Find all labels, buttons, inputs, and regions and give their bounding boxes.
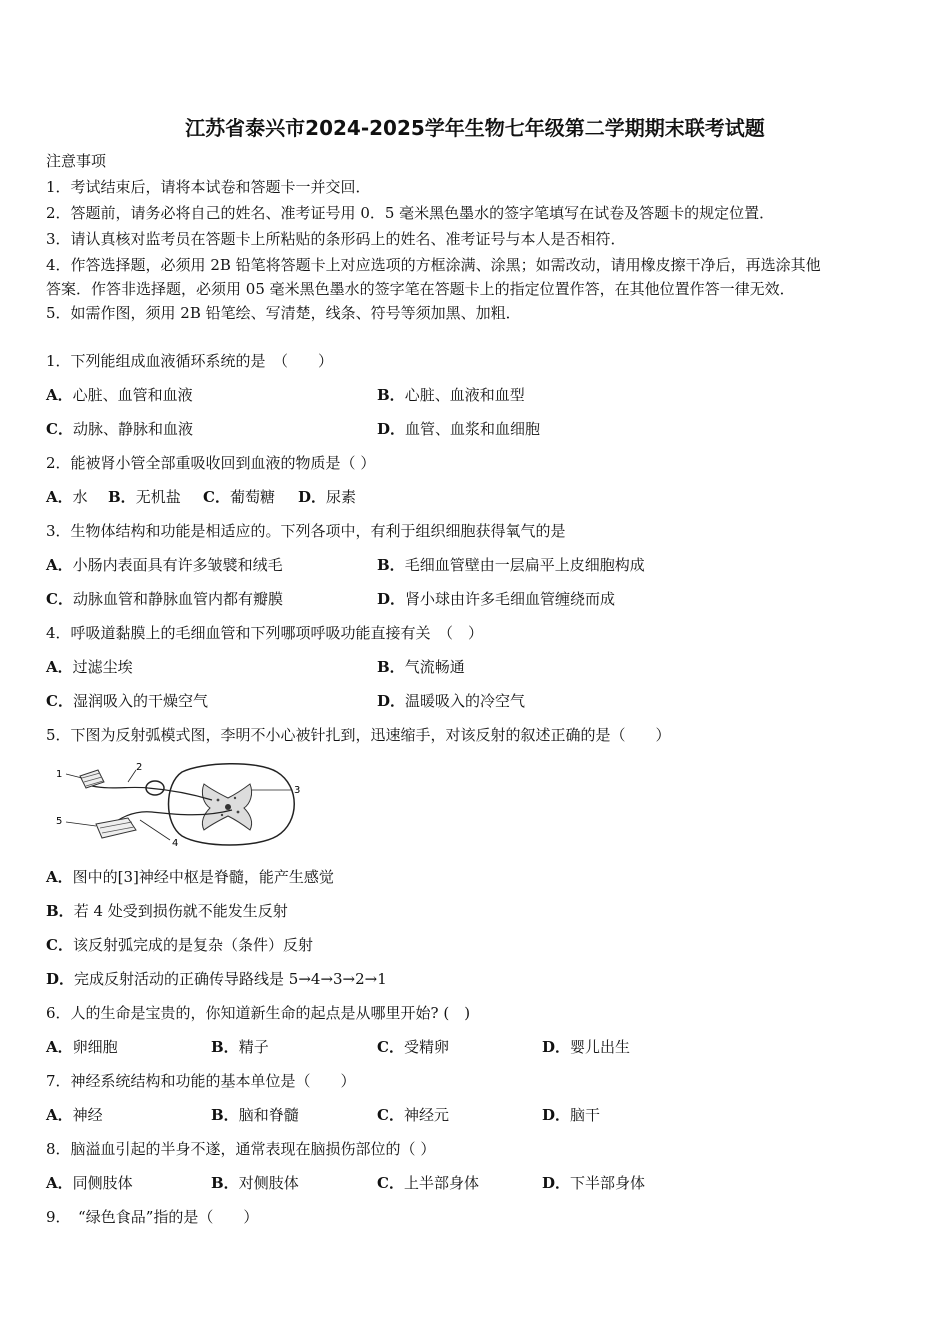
question-1-option-d: D．血管、血浆和血细胞	[377, 420, 541, 438]
question-3-option-a: A．小肠内表面具有许多皱襞和绒毛	[46, 556, 283, 574]
question-4-option-a: A．过滤尘埃	[46, 658, 133, 676]
notice-item: 2．答题前，请务必将自己的姓名、准考证号用 0．5 毫米黑色墨水的签字笔填写在试卷及答题卡的规定位置．	[46, 204, 775, 222]
question-7-option-c: C．神经元	[377, 1106, 449, 1124]
page-title: 江苏省泰兴市2024-2025学年生物七年级第二学期期末联考试题	[185, 116, 765, 140]
question-3-option-b: B．毛细血管壁由一层扁平上皮细胞构成	[377, 556, 645, 574]
question-2-option-c: C．葡萄糖	[203, 488, 275, 506]
notice-item: 1．考试结束后，请将本试卷和答题卡一并交回．	[46, 178, 371, 196]
question-2-option-a: A．水	[46, 488, 88, 506]
question-6-option-d: D．婴儿出生	[542, 1038, 631, 1056]
question-1-option-c: C．动脉、静脉和血液	[46, 420, 193, 438]
question-7-option-d: D．脑干	[542, 1106, 601, 1124]
question-1-option-b: B．心脏、血液和血型	[377, 386, 525, 404]
reflex-arc-figure	[52, 760, 312, 850]
question-5-stem: 5．下图为反射弧模式图，李明不小心被针扎到，迅速缩手，对该反射的叙述正确的是（ ）	[46, 726, 671, 744]
question-4-stem: 4．呼吸道黏膜上的毛细血管和下列哪项呼吸功能直接有关 （ ）	[46, 624, 484, 642]
question-7-option-b: B．脑和脊髓	[211, 1106, 299, 1124]
question-4-option-c: C．湿润吸入的干燥空气	[46, 692, 208, 710]
question-4-option-d: D．温暖吸入的冷空气	[377, 692, 526, 710]
question-7-stem: 7．神经系统结构和功能的基本单位是（ ）	[46, 1072, 356, 1090]
question-6-option-a: A．卵细胞	[46, 1038, 118, 1056]
question-3-option-d: D．肾小球由许多毛细血管缠绕而成	[377, 590, 616, 608]
question-2-option-b: B．无机盐	[108, 488, 181, 506]
question-8-option-c: C．上半部身体	[377, 1174, 479, 1192]
question-2-option-d: D．尿素	[298, 488, 357, 506]
notice-heading: 注意事项	[46, 152, 107, 170]
figure-label-2: 2	[136, 762, 143, 773]
question-7-option-a: A．神经	[46, 1106, 103, 1124]
question-3-stem: 3．生物体结构和功能是相适应的。下列各项中，有利于组织细胞获得氧气的是	[46, 522, 566, 540]
notice-item: 3．请认真核对监考员在答题卡上所粘贴的条形码上的姓名、准考证号与本人是否相符．	[46, 230, 626, 248]
question-4-option-b: B．气流畅通	[377, 658, 465, 676]
question-9-stem: 9． “绿色食品”指的是（ ）	[46, 1208, 259, 1226]
question-8-option-d: D．下半部身体	[542, 1174, 646, 1192]
question-8-stem: 8．脑溢血引起的半身不遂，通常表现在脑损伤部位的（ ）	[46, 1140, 436, 1158]
question-8-option-b: B．对侧肢体	[211, 1174, 299, 1192]
question-5-option-d: D．完成反射活动的正确传导路线是 5→4→3→2→1	[46, 970, 387, 988]
question-8-option-a: A．同侧肢体	[46, 1174, 133, 1192]
question-6-option-b: B．精子	[211, 1038, 269, 1056]
question-1-option-a: A．心脏、血管和血液	[46, 386, 193, 404]
notice-item: 4．作答选择题，必须用 2B 铅笔将答题卡上对应选项的方框涂满、涂黑；如需改动，请用橡皮擦干净后，再选涂其他	[46, 256, 821, 274]
question-2-stem: 2．能被肾小管全部重吸收回到血液的物质是（ ）	[46, 454, 376, 472]
figure-label-3: 3	[294, 785, 301, 796]
question-3-option-c: C．动脉血管和静脉血管内都有瓣膜	[46, 590, 283, 608]
question-1-stem: 1．下列能组成血液循环系统的是 （ ）	[46, 352, 334, 370]
notice-item: 答案．作答非选择题，必须用 05 毫米黑色墨水的签字笔在答题卡上的指定位置作答，在其他位置作答一律无效．	[46, 280, 795, 298]
figure-label-1: 1	[56, 769, 63, 780]
notice-item: 5．如需作图，须用 2B 铅笔绘、写清楚，线条、符号等须加黑、加粗．	[46, 304, 521, 322]
question-5-option-b: B．若 4 处受到损伤就不能发生反射	[46, 902, 288, 920]
question-5-option-a: A．图中的[3]神经中枢是脊髓，能产生感觉	[46, 868, 334, 886]
question-6-stem: 6．人的生命是宝贵的，你知道新生命的起点是从哪里开始? ( )	[46, 1004, 471, 1022]
figure-label-5: 5	[56, 816, 63, 827]
question-5-option-c: C．该反射弧完成的是复杂（条件）反射	[46, 936, 313, 954]
figure-label-4: 4	[172, 838, 179, 849]
question-6-option-c: C．受精卵	[377, 1038, 449, 1056]
